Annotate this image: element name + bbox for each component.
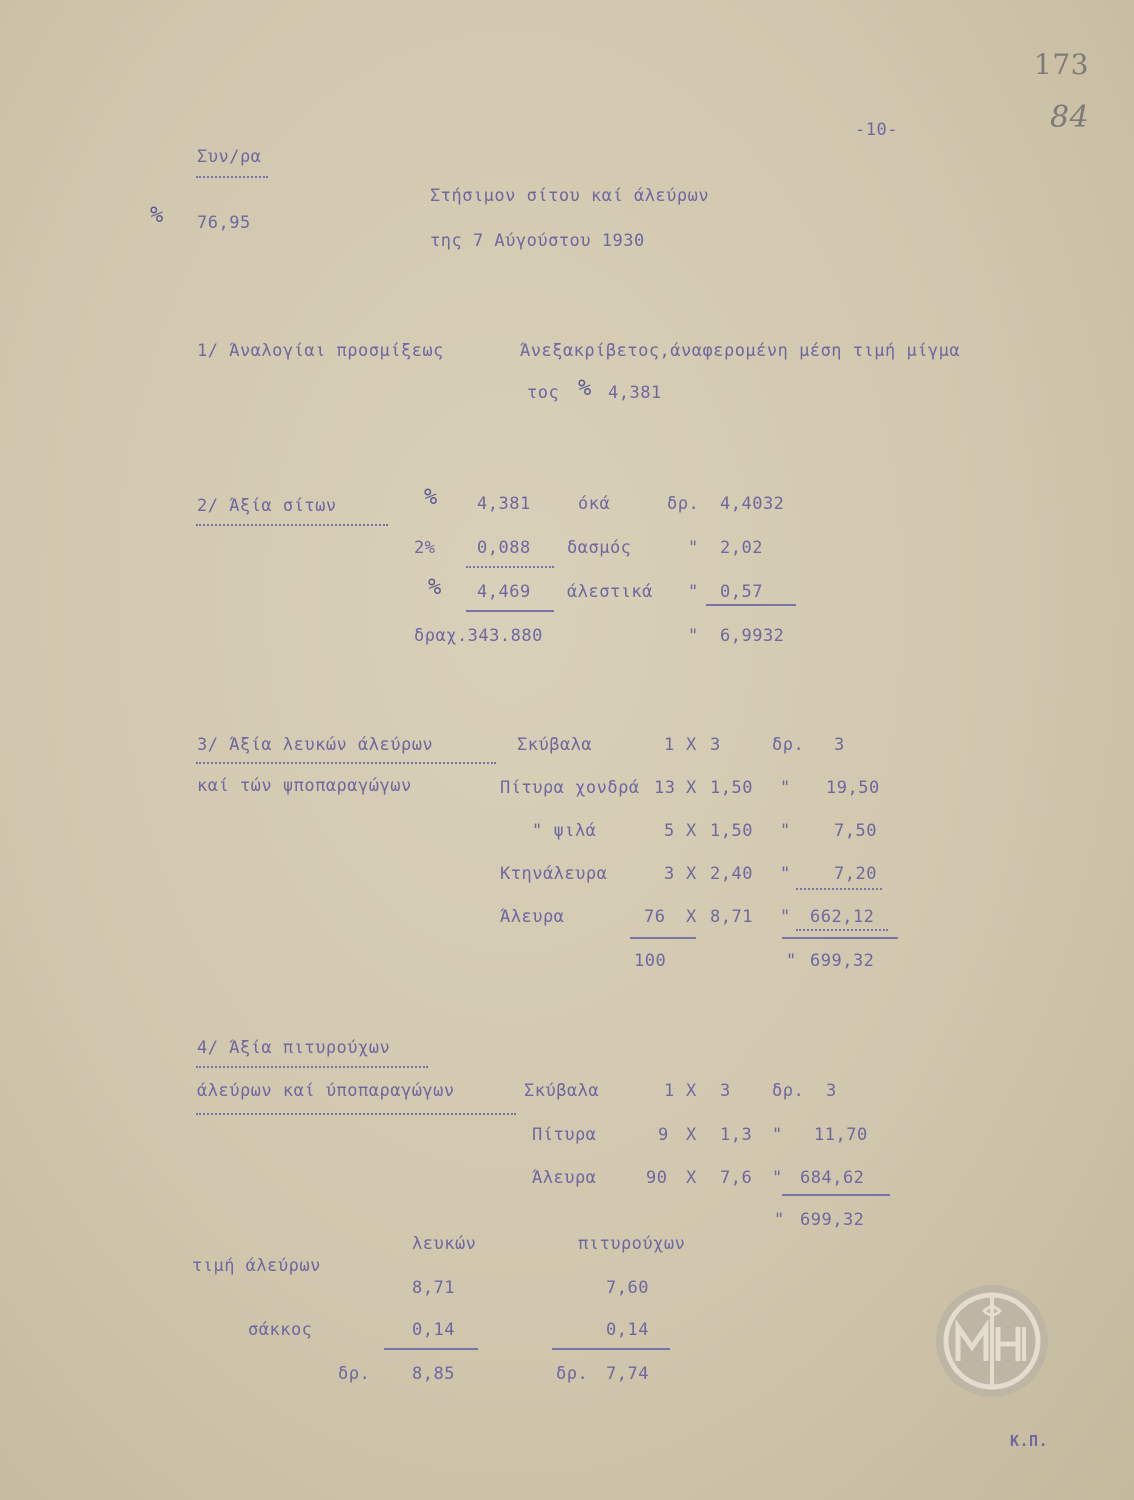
section4-label-continued: άλεύρων καί ύποπαραγώγων	[197, 1081, 455, 1101]
section1-text: Άνεξακρίβετος,άναφερομένη μέση τιμή μίγμα	[520, 341, 961, 361]
section3-item-value: 7,20	[834, 864, 877, 884]
section2-label: 2/ Άξία σίτων	[197, 496, 337, 516]
section2-unit: δρ.	[667, 494, 700, 514]
section4-item-qty: 1	[664, 1081, 675, 1101]
section2-desc: όκά	[578, 494, 611, 514]
section3-item-unit: "	[780, 821, 791, 841]
section3-underline	[796, 929, 888, 931]
section2-total-value: 6,9932	[720, 626, 785, 646]
section4-item-qty: 9	[658, 1125, 669, 1145]
section4-item-price: 7,6	[720, 1168, 753, 1188]
section3-item-x: X	[686, 735, 697, 755]
section3-item-value: 3	[834, 735, 845, 755]
section3-qty-total-line	[630, 937, 696, 939]
summary-col1-header: λευκών	[412, 1234, 477, 1254]
section3-total-unit: "	[786, 951, 797, 971]
section2-value: 4,4032	[720, 494, 785, 514]
section3-label-underline	[196, 762, 496, 764]
section4-item-qty: 90	[646, 1168, 668, 1188]
section2-subtotal-line	[466, 610, 554, 612]
section3-item-name: Πίτυρα χονδρά	[500, 778, 640, 798]
archive-number-secondary: 84	[1050, 100, 1090, 135]
section2-value: 2,02	[720, 538, 763, 558]
document-title: Στήσιμον σίτου καί άλεύρων	[430, 186, 710, 206]
summary-price-white: 8,71	[412, 1278, 455, 1298]
summary-price-bran: 7,60	[606, 1278, 649, 1298]
section3-item-qty: 5	[664, 821, 675, 841]
section4-item-unit: "	[772, 1125, 783, 1145]
section1-value: 4,381	[608, 383, 662, 403]
section3-item-unit: "	[780, 778, 791, 798]
section2-amount: 4,381	[477, 494, 531, 514]
summary-tax-bran: 0,14	[606, 1320, 649, 1340]
section3-item-name: Κτηνάλευρα	[500, 864, 608, 884]
section2-total-unit: "	[688, 626, 699, 646]
section3-item-name: Σκύβαλα	[517, 735, 593, 755]
header-left-value: 76,95	[197, 213, 251, 233]
section3-item-price: 1,50	[710, 778, 753, 798]
section4-item-x: X	[686, 1081, 697, 1101]
section4-item-value: 684,62	[800, 1168, 865, 1188]
section3-item-x: X	[686, 907, 697, 927]
summary-unit: δρ.	[338, 1364, 371, 1384]
summary-tax-white: 0,14	[412, 1320, 455, 1340]
summary-total-line-bran	[552, 1348, 670, 1350]
section3-item-qty: 1	[664, 735, 675, 755]
section3-item-price: 3	[710, 735, 721, 755]
section4-item-unit: δρ.	[772, 1081, 805, 1101]
section3-item-x: X	[686, 864, 697, 884]
summary-col2-header: πιτυρούχων	[578, 1234, 686, 1254]
section4-label: 4/ Άξία πιτυρούχων	[197, 1038, 391, 1058]
section2-value: 0,57	[720, 582, 763, 602]
section3-item-value: 19,50	[826, 778, 880, 798]
section3-item-name: " ψιλά	[532, 821, 597, 841]
section3-item-x: X	[686, 821, 697, 841]
section4-item-x: X	[686, 1168, 697, 1188]
section2-desc: δασμός	[567, 538, 632, 558]
header-left-label: Συν/ρα	[197, 147, 262, 167]
section3-item-qty: 13	[654, 778, 676, 798]
section3-item-price: 8,71	[710, 907, 753, 927]
section4-total-value: 699,32	[800, 1210, 865, 1230]
section3-item-unit: δρ.	[772, 735, 805, 755]
section3-label-continued: καί τών ψποπαραγώγων	[197, 776, 412, 796]
section3-label: 3/ Άξία λευκών άλεύρων	[197, 735, 434, 755]
section4-total-unit: "	[774, 1210, 785, 1230]
header-left-underline	[196, 176, 268, 178]
section2-label-underline	[196, 524, 388, 526]
section4-label-underline	[196, 1113, 516, 1115]
archive-seal-icon	[934, 1283, 1050, 1399]
section4-item-value: 11,70	[814, 1125, 868, 1145]
section3-item-unit: "	[780, 907, 791, 927]
section2-desc: άλεστικά	[567, 582, 653, 602]
section3-item-value: 7,50	[834, 821, 877, 841]
page-number: -10-	[855, 120, 898, 140]
section3-underline	[796, 888, 882, 890]
section4-total-line	[782, 1194, 890, 1196]
section3-item-x: X	[686, 778, 697, 798]
section1-text-continued: τος	[527, 383, 560, 403]
summary-total-bran: 7,74	[606, 1364, 649, 1384]
section3-item-name: Άλευρα	[500, 907, 565, 927]
section2-prefix: 2%	[414, 538, 436, 558]
section1-label: 1/ Άναλογίαι προσμίξεως	[197, 341, 444, 361]
section2-unit: "	[688, 538, 699, 558]
summary-total-white: 8,85	[412, 1364, 455, 1384]
summary-total-line-white	[384, 1348, 478, 1350]
section3-item-unit: "	[780, 864, 791, 884]
handwritten-mark: %	[150, 203, 164, 228]
summary-tax-label: σάκκος	[248, 1320, 313, 1340]
section4-item-price: 3	[720, 1081, 731, 1101]
section3-item-qty: 3	[664, 864, 675, 884]
section3-item-price: 2,40	[710, 864, 753, 884]
section3-total-value: 699,32	[810, 951, 875, 971]
section3-item-qty: 76	[644, 907, 666, 927]
section4-label-underline	[196, 1066, 428, 1068]
section3-item-price: 1,50	[710, 821, 753, 841]
section2-amount: 4,469	[477, 582, 531, 602]
section3-total-qty: 100	[634, 951, 667, 971]
section4-item-name: Σκύβαλα	[524, 1081, 600, 1101]
section3-item-value: 662,12	[810, 907, 875, 927]
section4-item-name: Πίτυρα	[532, 1125, 597, 1145]
handwritten-mark: %	[428, 575, 442, 600]
section4-item-unit: "	[772, 1168, 783, 1188]
handwritten-mark: %	[424, 485, 438, 510]
archive-number: 173	[1034, 48, 1089, 81]
section2-total-line	[706, 604, 796, 606]
section3-total-line	[782, 937, 898, 939]
section2-unit: "	[688, 582, 699, 602]
section4-item-name: Άλευρα	[532, 1168, 597, 1188]
section2-total-label: δραχ.343.880	[414, 626, 543, 646]
document-date: της 7 Αύγούστου 1930	[430, 231, 645, 251]
summary-total-bran-unit: δρ.	[556, 1364, 589, 1384]
section2-amount: 0,088	[477, 538, 531, 558]
summary-row-label: τιμή άλεύρων	[192, 1256, 321, 1276]
section4-item-price: 1,3	[720, 1125, 753, 1145]
section4-item-x: X	[686, 1125, 697, 1145]
handwritten-mark: %	[578, 376, 592, 401]
section4-item-value: 3	[826, 1081, 837, 1101]
section2-subtotal-line	[466, 566, 554, 568]
footer-initials: Κ.Π.	[1010, 1432, 1049, 1450]
